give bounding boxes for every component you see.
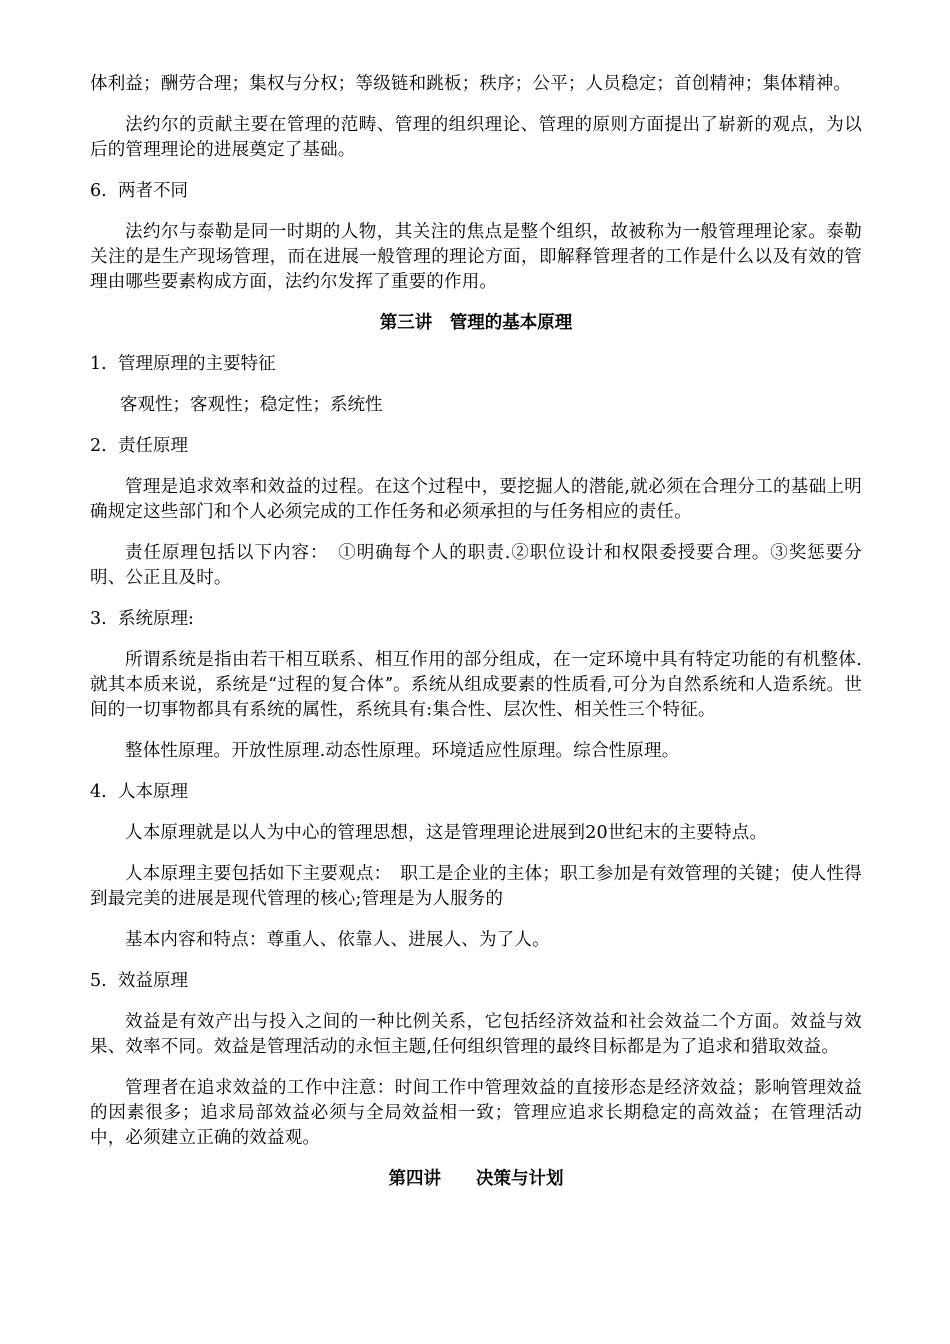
section-4-heading (90, 780, 862, 805)
section-number: 5. (90, 971, 107, 991)
paragraph-humanistic-3: 基本内容和特点：尊重人、依靠人、进展人、为了人。 (125, 930, 550, 950)
section-5-heading (90, 969, 862, 994)
section-title: 效益原理 (118, 971, 188, 991)
paragraph-system-definition: 所谓系统是指由若干相互联系、相互作用的部分组成，在一定环境中具有特定功能的有机整体.就其本质来说，系统是“过程的复合体ˮ。系统从组成要素的性质看,可分为自然系统和人造系统。世间的一切事物都具有系统的属性，系统具有:集合性、层次性、相关性三个特征。 (90, 650, 862, 720)
document-page (90, 72, 862, 1208)
section-number: 6. (90, 181, 107, 201)
section-title: 两者不同 (118, 181, 188, 201)
section-1-heading (90, 352, 862, 377)
paragraph-fayol-contribution: 法约尔的贡献主要在管理的范畴、管理的组织理论、管理的原则方面提出了崭新的观点，为以后的管理理论的进展奠定了基础。 (90, 115, 862, 160)
paragraph-fayol-taylor-difference: 法约尔与泰勒是同一时期的人物，其关注的焦点是整个组织，故被称为一般管理理论家。泰勒关注的是生产现场管理，而在进展一般管理的理论方面，即解释管理者的工作是什么以及有效的管理由哪些要素构成方面，法约尔发挥了重要的作用。 (90, 222, 862, 292)
section-6-heading (90, 179, 862, 204)
paragraph-humanistic-2: 人本原理主要包括如下主要观点： 职工是企业的主体；职工参加是有效管理的关键；使人性得到最完美的进展是现代管理的核心;管理是为人服务的 (90, 864, 862, 909)
lecture-4-title: 第四讲 决策与计划 (388, 1169, 564, 1189)
paragraph-responsibility-2: 责任原理包括以下内容： ①明确每个人的职责.②职位设计和权限委授要合理。③奖惩要分明、公正且及时。 (90, 543, 862, 588)
section-2-heading (90, 434, 862, 459)
paragraph-system-principles: 整体性原理。开放性原理.动态性原理。环境适应性原理。综合性原理。 (125, 741, 680, 761)
section-title: 责任原理 (118, 436, 188, 456)
paragraph-humanistic-1: 人本原理就是以人为中心的管理思想，这是管理理论进展到20世纪末的主要特点。 (125, 823, 768, 843)
section-number: 2. (90, 436, 107, 456)
lecture-3-title: 第三讲 管理的基本原理 (379, 313, 573, 333)
section-title: 系统原理: (118, 609, 194, 629)
paragraph-benefit-2: 管理者在追求效益的工作中注意：时间工作中管理效益的直接形态是经济效益；影响管理效益的因素很多；追求局部效益必须与全局效益相一致；管理应追求长期稳定的高效益；在管理活动中，必须建立正确的效益观。 (90, 1078, 862, 1148)
section-3-heading (90, 607, 862, 632)
section-title: 管理原理的主要特征 (118, 354, 276, 374)
section-number: 4. (90, 782, 107, 802)
paragraph-principle-features: 客观性；客观性；稳定性；系统性 (120, 395, 383, 415)
paragraph-benefit-1: 效益是有效产出与投入之间的一种比例关系，它包括经济效益和社会效益二个方面。效益与效果、效率不同。效益是管理活动的永恒主题,任何组织管理的最终目标都是为了追求和猎取效益。 (90, 1012, 862, 1057)
section-title: 人本原理 (118, 782, 188, 802)
section-number: 1. (90, 354, 107, 374)
section-number: 3. (90, 609, 107, 629)
paragraph-fayol-principles-cont: 体利益；酬劳合理；集权与分权；等级链和跳板；秩序；公平；人员稳定；首创精神；集体精神。 (90, 74, 852, 94)
paragraph-responsibility-1: 管理是追求效率和效益的过程。在这个过程中，要挖掘人的潜能,就必须在合理分工的基础上明确规定这些部门和个人必须完成的工作任务和必须承担的与任务相应的责任。 (90, 477, 862, 522)
